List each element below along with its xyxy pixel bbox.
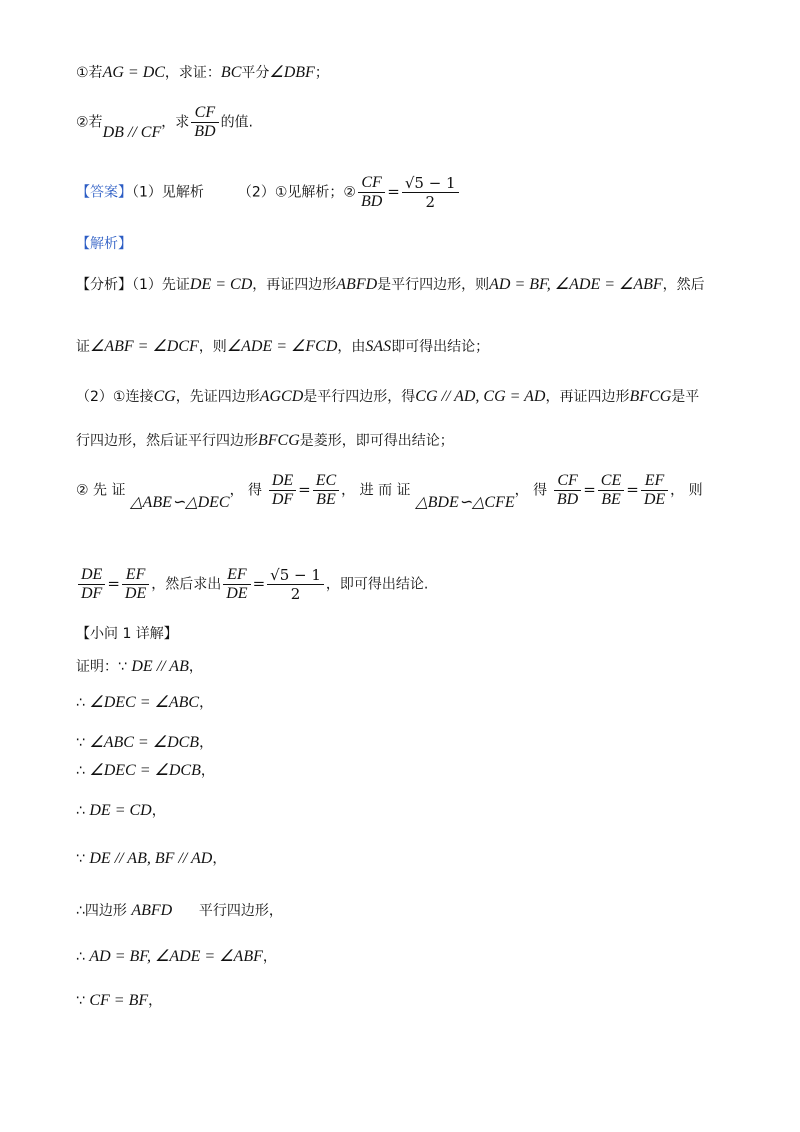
math: ∠DEC = ∠ABC xyxy=(89,694,200,711)
numerator: CF xyxy=(358,174,385,193)
numerator: EF xyxy=(122,566,149,585)
math: ∠DEC = ∠DCB xyxy=(89,762,201,779)
text: ，先证四边形 xyxy=(175,389,260,405)
math: AD = BF, ∠ADE = ∠ABF xyxy=(489,276,663,293)
math: CG // AD, CG = AD xyxy=(415,388,546,405)
analysis-tag: 【解析】 xyxy=(76,236,132,252)
text: ，即可得出结论. xyxy=(325,576,429,593)
answer-line xyxy=(76,174,461,211)
text: 平行四边形， xyxy=(172,903,283,919)
text: ， xyxy=(200,763,215,779)
math: ABFD xyxy=(131,902,173,919)
math: AD = BF, ∠ADE = ∠ABF xyxy=(89,948,263,965)
text: ； xyxy=(314,65,329,81)
numerator: EF xyxy=(641,472,668,491)
fraction xyxy=(402,174,459,211)
math: BFCG xyxy=(629,388,672,405)
condition-1 xyxy=(76,62,329,83)
numerator: DE xyxy=(78,566,105,585)
text: ， 得 xyxy=(229,482,263,499)
math: SAS xyxy=(365,338,392,355)
math: DE // AB xyxy=(131,658,189,675)
text: ， 得 xyxy=(514,482,548,499)
text: ∴ xyxy=(76,949,90,965)
denominator: BE xyxy=(601,491,621,508)
text: ， 则 xyxy=(670,482,703,499)
numerator: √5 − 1 xyxy=(402,174,459,193)
math: △BDE∽△CFE xyxy=(415,493,515,511)
math: AGCD xyxy=(259,388,304,405)
text: 即可得出结论； xyxy=(391,339,490,355)
numerator: √5 − 1 xyxy=(267,566,324,585)
denominator: DE xyxy=(124,585,147,602)
fraction xyxy=(122,566,149,603)
text: ，求 xyxy=(161,114,190,131)
fraction xyxy=(641,472,668,509)
math: CF = BF xyxy=(89,992,149,1009)
fraction xyxy=(313,472,339,509)
answer-tag: 【答案】 xyxy=(76,184,132,201)
subquestion-1-heading: 【小问 1 详解】 xyxy=(76,626,178,642)
denominator: DE xyxy=(643,491,666,508)
fraction xyxy=(358,174,385,211)
text: ∴ xyxy=(76,803,90,819)
math: DE // AB, BF // AD xyxy=(89,850,213,867)
math: DB // CF xyxy=(102,123,162,141)
text: 是平行四边形，得 xyxy=(303,389,416,405)
proof-line xyxy=(76,732,213,753)
text: 证明：∵ xyxy=(76,659,132,675)
text: ， xyxy=(212,851,227,867)
numerator: EC xyxy=(313,472,339,491)
analysis-line-4 xyxy=(76,430,454,451)
text: ， 进 而 证 xyxy=(341,482,411,499)
text: ∵ xyxy=(76,851,90,867)
fraction xyxy=(598,472,624,509)
text: ∵ xyxy=(76,735,90,751)
text: 平分 xyxy=(241,65,270,81)
text: ，然后求出 xyxy=(151,576,222,593)
analysis-line-2 xyxy=(76,336,489,357)
math: CG xyxy=(153,388,176,405)
math: BFCG xyxy=(258,432,300,449)
text: ，然后 xyxy=(662,277,705,293)
fraction xyxy=(191,104,218,141)
numerator: CF xyxy=(191,104,218,123)
text: ，再证四边形 xyxy=(545,389,630,405)
text: ， xyxy=(148,993,163,1009)
math: ∠ADE = ∠FCD xyxy=(226,338,338,355)
text: 的值. xyxy=(220,114,254,131)
proof-line xyxy=(76,946,277,967)
fraction xyxy=(554,472,581,509)
math: DE = CD xyxy=(89,802,152,819)
analysis-line-3 xyxy=(76,386,699,407)
text: ∴四边形 xyxy=(76,903,132,919)
analysis-line-5: ② 先 证 △ABE∽△DEC， 得 $\frac{DE}{DF}$ = $\frac{EC}{BE}$ ， 进 而 证 △BDE∽△CFE， 得 $\frac{CF}{BD}$ = $\frac{CE}{BE}$ = $\frac{EF}{DE}$ ， 则 xyxy=(76,472,703,511)
condition-2 xyxy=(76,104,253,141)
denominator: BD xyxy=(360,193,383,210)
text: ∴ xyxy=(76,763,90,779)
analysis-line-6: $\frac{DE}{DF}$ = $\frac{EF}{DE}$ ，然后求出 $\frac{EF}{DE}$ = $\frac{√5 - 1}{2}$ ，即可得出结论. xyxy=(76,566,428,603)
text: ∵ xyxy=(76,993,90,1009)
text: ， xyxy=(199,735,214,751)
math: ∠ABC = ∠DCB xyxy=(89,734,200,751)
text: ，求证： xyxy=(164,65,221,81)
text: ②若 xyxy=(76,114,103,131)
denominator: DE xyxy=(226,585,248,602)
math: ∠ABF = ∠DCF xyxy=(90,338,199,355)
analysis-line-1 xyxy=(76,274,705,295)
text: 是平 xyxy=(671,389,700,405)
denominator: 2 xyxy=(425,193,435,211)
math: ∠DBF xyxy=(269,64,315,81)
proof-line xyxy=(76,900,283,921)
text: ， xyxy=(199,695,214,711)
text: 【分析】（1）先证 xyxy=(76,277,190,293)
fraction xyxy=(269,472,296,509)
denominator: BE xyxy=(316,491,336,508)
fraction xyxy=(223,566,250,603)
text: （1）见解析 xyxy=(132,184,204,201)
math: DE = CD xyxy=(189,276,253,293)
math: ABFD xyxy=(336,276,378,293)
math: △ABE∽△DEC xyxy=(130,493,230,511)
text: ，再证四边形 xyxy=(252,277,337,293)
math: AG = DC xyxy=(102,64,165,81)
text: （2）①见解析；② xyxy=(237,184,356,201)
proof-line xyxy=(76,800,166,821)
text: 是菱形，即可得出结论； xyxy=(299,433,454,449)
text: ， xyxy=(151,803,166,819)
text: 证 xyxy=(76,339,90,355)
numerator: DE xyxy=(269,472,296,491)
proof-line xyxy=(76,656,203,677)
numerator: CE xyxy=(598,472,624,491)
proof-line xyxy=(76,760,215,781)
equals: = xyxy=(387,182,400,201)
denominator: BD xyxy=(556,491,579,508)
fraction xyxy=(267,566,324,603)
text: ，由 xyxy=(337,339,366,355)
text: ， xyxy=(262,949,277,965)
text: 是平行四边形，则 xyxy=(377,277,490,293)
text: 行四边形，然后证平行四边形 xyxy=(76,433,258,449)
math: BC xyxy=(220,64,242,81)
text: ， xyxy=(188,659,203,675)
proof-line xyxy=(76,692,213,713)
denominator: BD xyxy=(194,123,216,140)
denominator: DF xyxy=(81,585,103,602)
denominator: DF xyxy=(271,491,294,508)
text: ①若 xyxy=(76,65,103,81)
proof-line xyxy=(76,990,162,1011)
proof-line xyxy=(76,848,226,869)
fraction xyxy=(78,566,105,603)
text: ② 先 证 xyxy=(76,482,126,499)
denominator: 2 xyxy=(290,585,301,603)
text: ∴ xyxy=(76,695,90,711)
text: （2）①连接 xyxy=(76,389,154,405)
numerator: CF xyxy=(554,472,581,491)
numerator: EF xyxy=(223,566,250,585)
text: ，则 xyxy=(198,339,227,355)
